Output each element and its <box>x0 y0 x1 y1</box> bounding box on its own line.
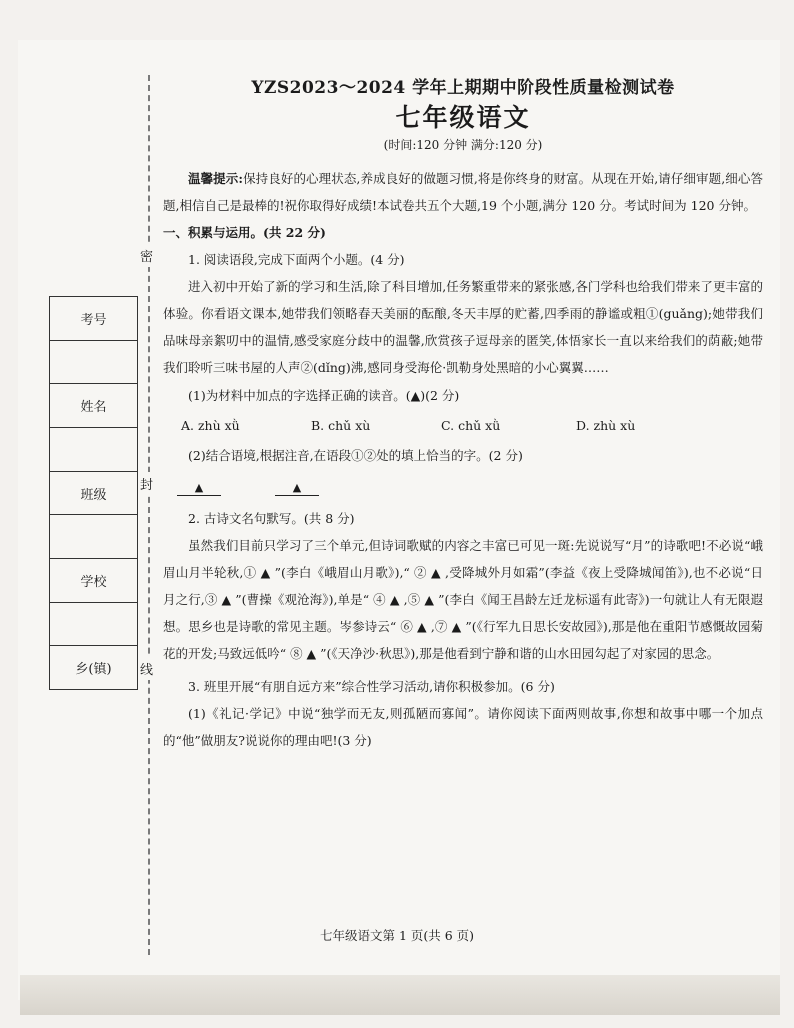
answer-blank-1[interactable] <box>177 480 221 496</box>
binding-dashed-line <box>148 75 150 955</box>
option-a[interactable]: A. zhù xǜ <box>181 418 240 433</box>
page-shadow <box>20 975 780 1015</box>
exam-content <box>163 70 763 754</box>
field-school-input[interactable] <box>50 603 137 647</box>
subject-title: 七年级语文 <box>395 103 531 132</box>
question-1-1: (1)为材料中加点的字选择正确的读音。(▲)(2 分) <box>188 388 460 403</box>
question-1-passage: 进入初中开始了新的学习和生活,除了科目增加,任务繁重带来的紧张感,各门学科也给我们带来了更丰富的体验。你看语文课本,她带我们领略春天美丽的酝酿,冬天丰厚的贮蓄,四季雨的静谧或粗①(guǎng);她带我们品味母亲絮叨中的温情,感受家庭分歧中的温馨,欣赏孩子逗母亲的匿笑,体悟家长一直以来给我们的荫蔽;她带我们聆听三味书屋的人声②(dǐng)沸,感同身受海伦·凯勒身处黑暗的小心翼翼…… <box>163 279 763 375</box>
option-c[interactable]: C. chǔ xǜ <box>441 418 501 433</box>
question-2-title: 2. 古诗文名句默写。(共 8 分) <box>188 511 355 526</box>
exam-meta: (时间:120 分钟 满分:120 分) <box>383 138 543 152</box>
seal-char-xian: 线 <box>140 657 153 680</box>
field-exam-number: 考号 <box>50 297 137 341</box>
field-town: 乡(镇) <box>75 662 112 678</box>
section-title: 一、积累与运用。(共 22 分) <box>163 225 326 240</box>
notice-text: 保持良好的心理状态,养成良好的做题习惯,将是你终身的财富。从现在开始,请仔细审题,细心答题,相信自己是最棒的!祝你取得好成绩!本试卷共五个大题,19 个小题,满分 120 分。考试时间为 120 分钟。 <box>163 171 763 213</box>
answer-blanks-row <box>163 471 763 505</box>
question-2-text: 虽然我们目前只学习了三个单元,但诗词歌赋的内容之丰富已可见一斑:先说说写“月”的诗歌吧!不必说“峨眉山月半轮秋,① ▲ ”(李白《峨眉山月歌》),“ ② ▲ ,受降城外月如霜”(李益《夜上受降城闻笛》),也不必说“日月之行,③ ▲ ”(曹操《观沧海》),单是“ ④ ▲ ,⑤ ▲ ”(李白《闻王昌龄左迁龙标遥有此寄》)一句就让人有无限遐想。思乡也是诗歌的常见主题。岑参诗云“ ⑥ ▲ ,⑦ ▲ ”(《行军九日思长安故园》),那是他在重阳节感慨故园菊花的开发;马致远低吟“ ⑧ ▲ ”(《天净沙·秋思》),那是他看到宁静和谐的山水田园勾起了对家园的思念。 <box>163 538 763 661</box>
option-d[interactable]: D. zhù xù <box>576 418 636 433</box>
seal-char-mi: 密 <box>140 244 153 267</box>
answer-blank-2[interactable] <box>275 480 319 496</box>
question-3-1: (1)《礼记·学记》中说“独学而无友,则孤陋而寡闻”。请你阅读下面两则故事,你想和故事中哪一个加点的“他”做朋友?说说你的理由吧!(3 分) <box>163 706 763 748</box>
blank-mark-icon: ▲ <box>194 481 204 494</box>
field-name: 姓名 <box>50 384 137 428</box>
blank-mark-icon: ▲ <box>292 481 302 494</box>
student-info-box <box>49 296 138 690</box>
field-school: 学校 <box>50 559 137 603</box>
field-class: 班级 <box>50 472 137 516</box>
page-footer: 七年级语文第 1 页(共 6 页) <box>319 928 475 943</box>
question-1-title: 1. 阅读语段,完成下面两个小题。(4 分) <box>188 252 405 267</box>
question-1-options <box>163 411 763 441</box>
question-1-2: (2)结合语境,根据注音,在语段①②处的填上恰当的字。(2 分) <box>188 448 523 463</box>
option-b[interactable]: B. chǔ xù <box>311 418 371 433</box>
notice <box>163 165 763 219</box>
seal-char-feng: 封 <box>140 472 153 495</box>
field-exam-number-input[interactable] <box>50 341 137 385</box>
notice-label: 温馨提示: <box>188 171 243 186</box>
field-name-input[interactable] <box>50 428 137 472</box>
field-class-input[interactable] <box>50 515 137 559</box>
exam-title: YZS2023～2024 学年上期期中阶段性质量检测试卷 <box>251 78 675 98</box>
question-3-title: 3. 班里开展“有朋自远方来”综合性学习活动,请你积极参加。(6 分) <box>188 679 555 694</box>
